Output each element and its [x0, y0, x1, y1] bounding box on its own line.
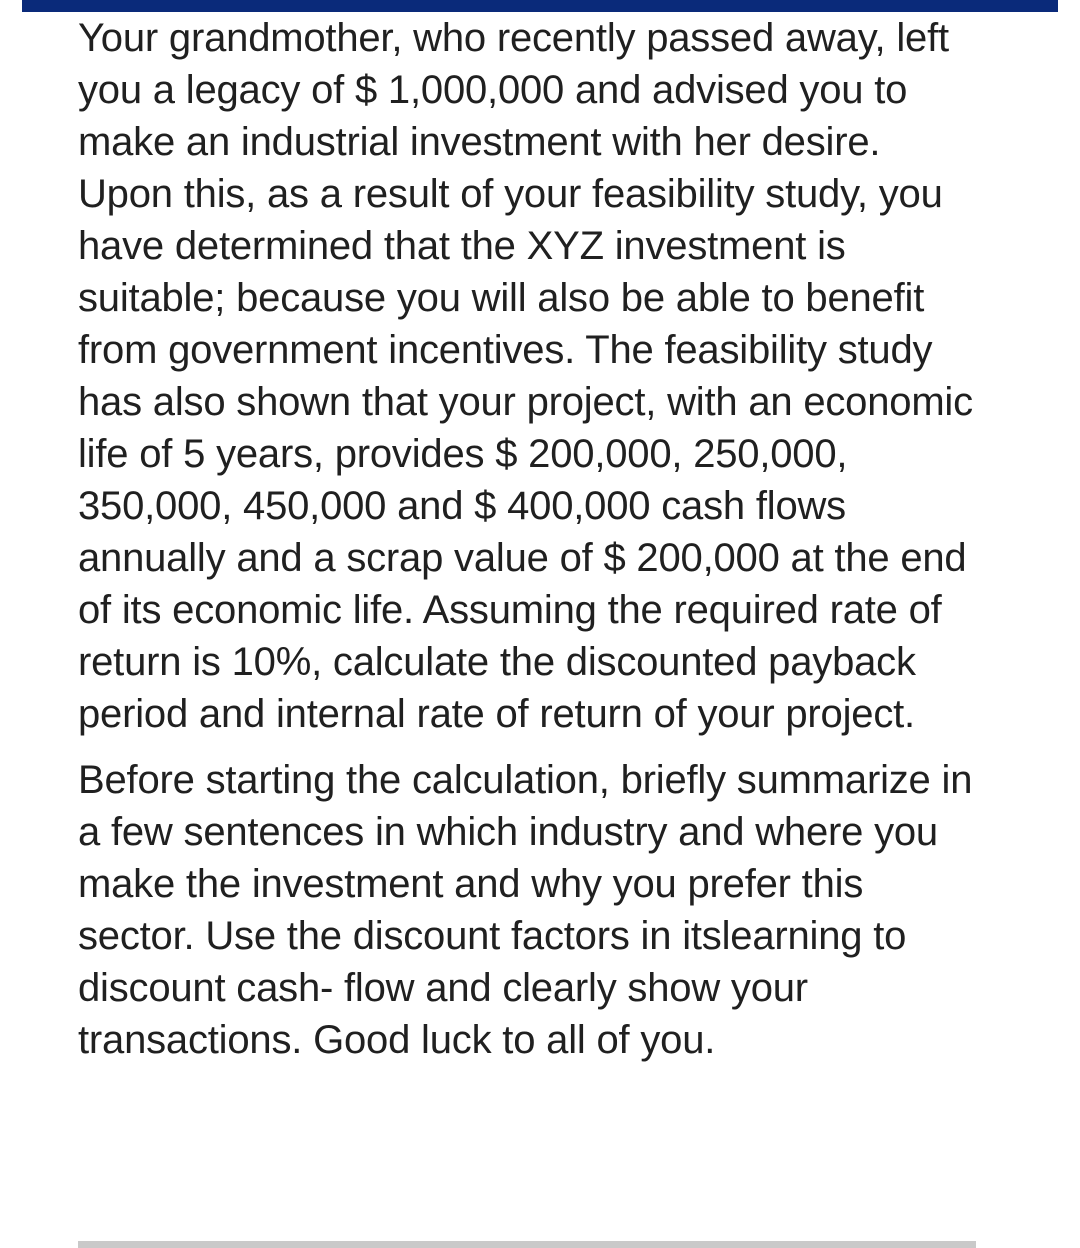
question-paragraph-2: Before starting the calculation, briefly summarize in a few sentences in which industry and where you make the investment and why you prefer this sector. Use the discount factors in itslearning to discount cash- flow and clearly show your transactions. Good luck to all of you.	[78, 758, 973, 1062]
question-paragraph-1: Your grandmother, who recently passed away, left you a legacy of $ 1,000,000 and advised you to make an industrial investment with her desire. Upon this, as a result of your feasibility study, you have determined that the XYZ investment is suitable; because you will also be able to benefit from government incentives. The feasibility study has also shown that your project, with an economic life of 5 years, provides $ 200,000, 250,000, 350,000, 450,000 and $ 400,000 cash flows annually and a scrap value of $ 200,000 at the end of its economic life. Assuming the required rate of return is 10%, calculate the discounted payback period and internal rate of return of your project.	[78, 16, 973, 736]
top-accent-bar	[22, 0, 1058, 12]
bottom-divider	[78, 1241, 976, 1248]
question-text-body	[78, 12, 983, 1066]
